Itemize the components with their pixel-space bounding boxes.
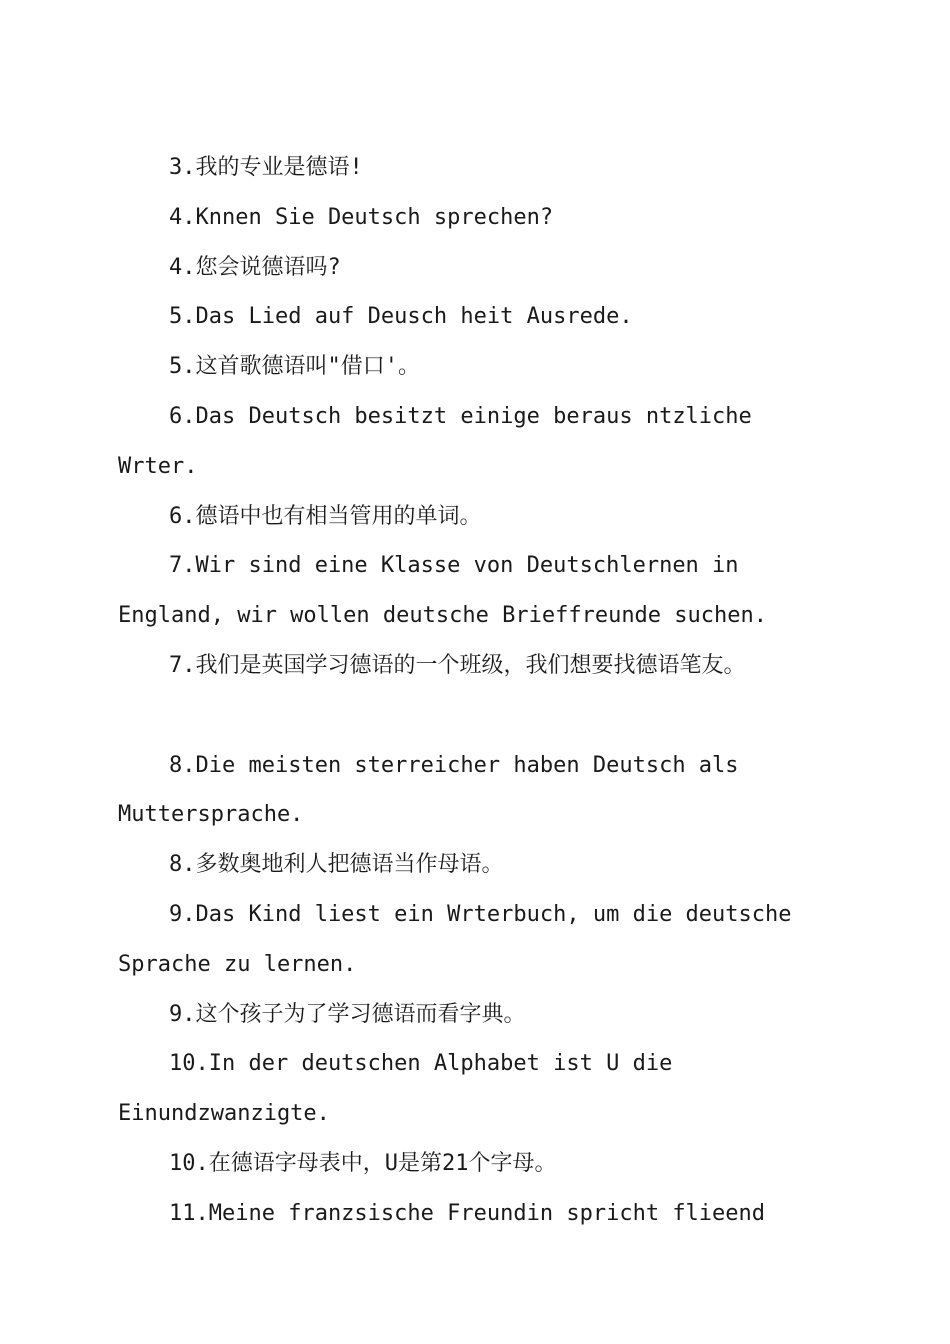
paragraph-gap <box>118 691 838 741</box>
sentence-4-de: 4.Knnen Sie Deutsch sprechen? <box>169 204 554 230</box>
sentence-3-zh: 3.我的专业是德语! <box>169 155 363 180</box>
sentence-7-zh: 7.我们是英国学习德语的一个班级，我们想要找德语笔友。 <box>169 652 746 678</box>
sentence-7-de: 7.Wir sind eine Klasse von Deutschlernen in England, wir wollen deutsche Brieffreunde suchen. <box>118 553 768 629</box>
sentence-8-de: 8.Die meisten sterreicher haben Deutsch als Muttersprache. <box>118 752 739 828</box>
sentence-5-zh: 5.这首歌德语叫"借口'。 <box>169 354 420 380</box>
sentence-8-zh: 8.多数奥地利人把德语当作母语。 <box>169 852 504 878</box>
sentence-9-zh: 9.这个孩子为了学习德语而看字典。 <box>169 1001 526 1027</box>
sentence-4-zh: 4.您会说德语吗? <box>169 254 341 280</box>
sentence-6-de: 6.Das Deutsch besitzt einige beraus ntzliche Wrter. <box>118 403 752 479</box>
sentence-10-zh: 10.在德语字母表中，U是第21个字母。 <box>169 1150 557 1176</box>
sentence-10-de: 10.In der deutschen Alphabet ist U die Einundzwanzigte. <box>118 1051 673 1127</box>
sentence-9-de: 9.Das Kind liest ein Wrterbuch, um die deutsche Sprache zu lernen. <box>118 901 792 977</box>
sentence-11-de: 11.Meine franzsische Freundin spricht flieend <box>169 1200 766 1226</box>
document-body <box>118 143 838 1239</box>
sentence-6-zh: 6.德语中也有相当管用的单词。 <box>169 503 482 529</box>
sentence-5-de: 5.Das Lied auf Deusch heit Ausrede. <box>169 304 633 330</box>
